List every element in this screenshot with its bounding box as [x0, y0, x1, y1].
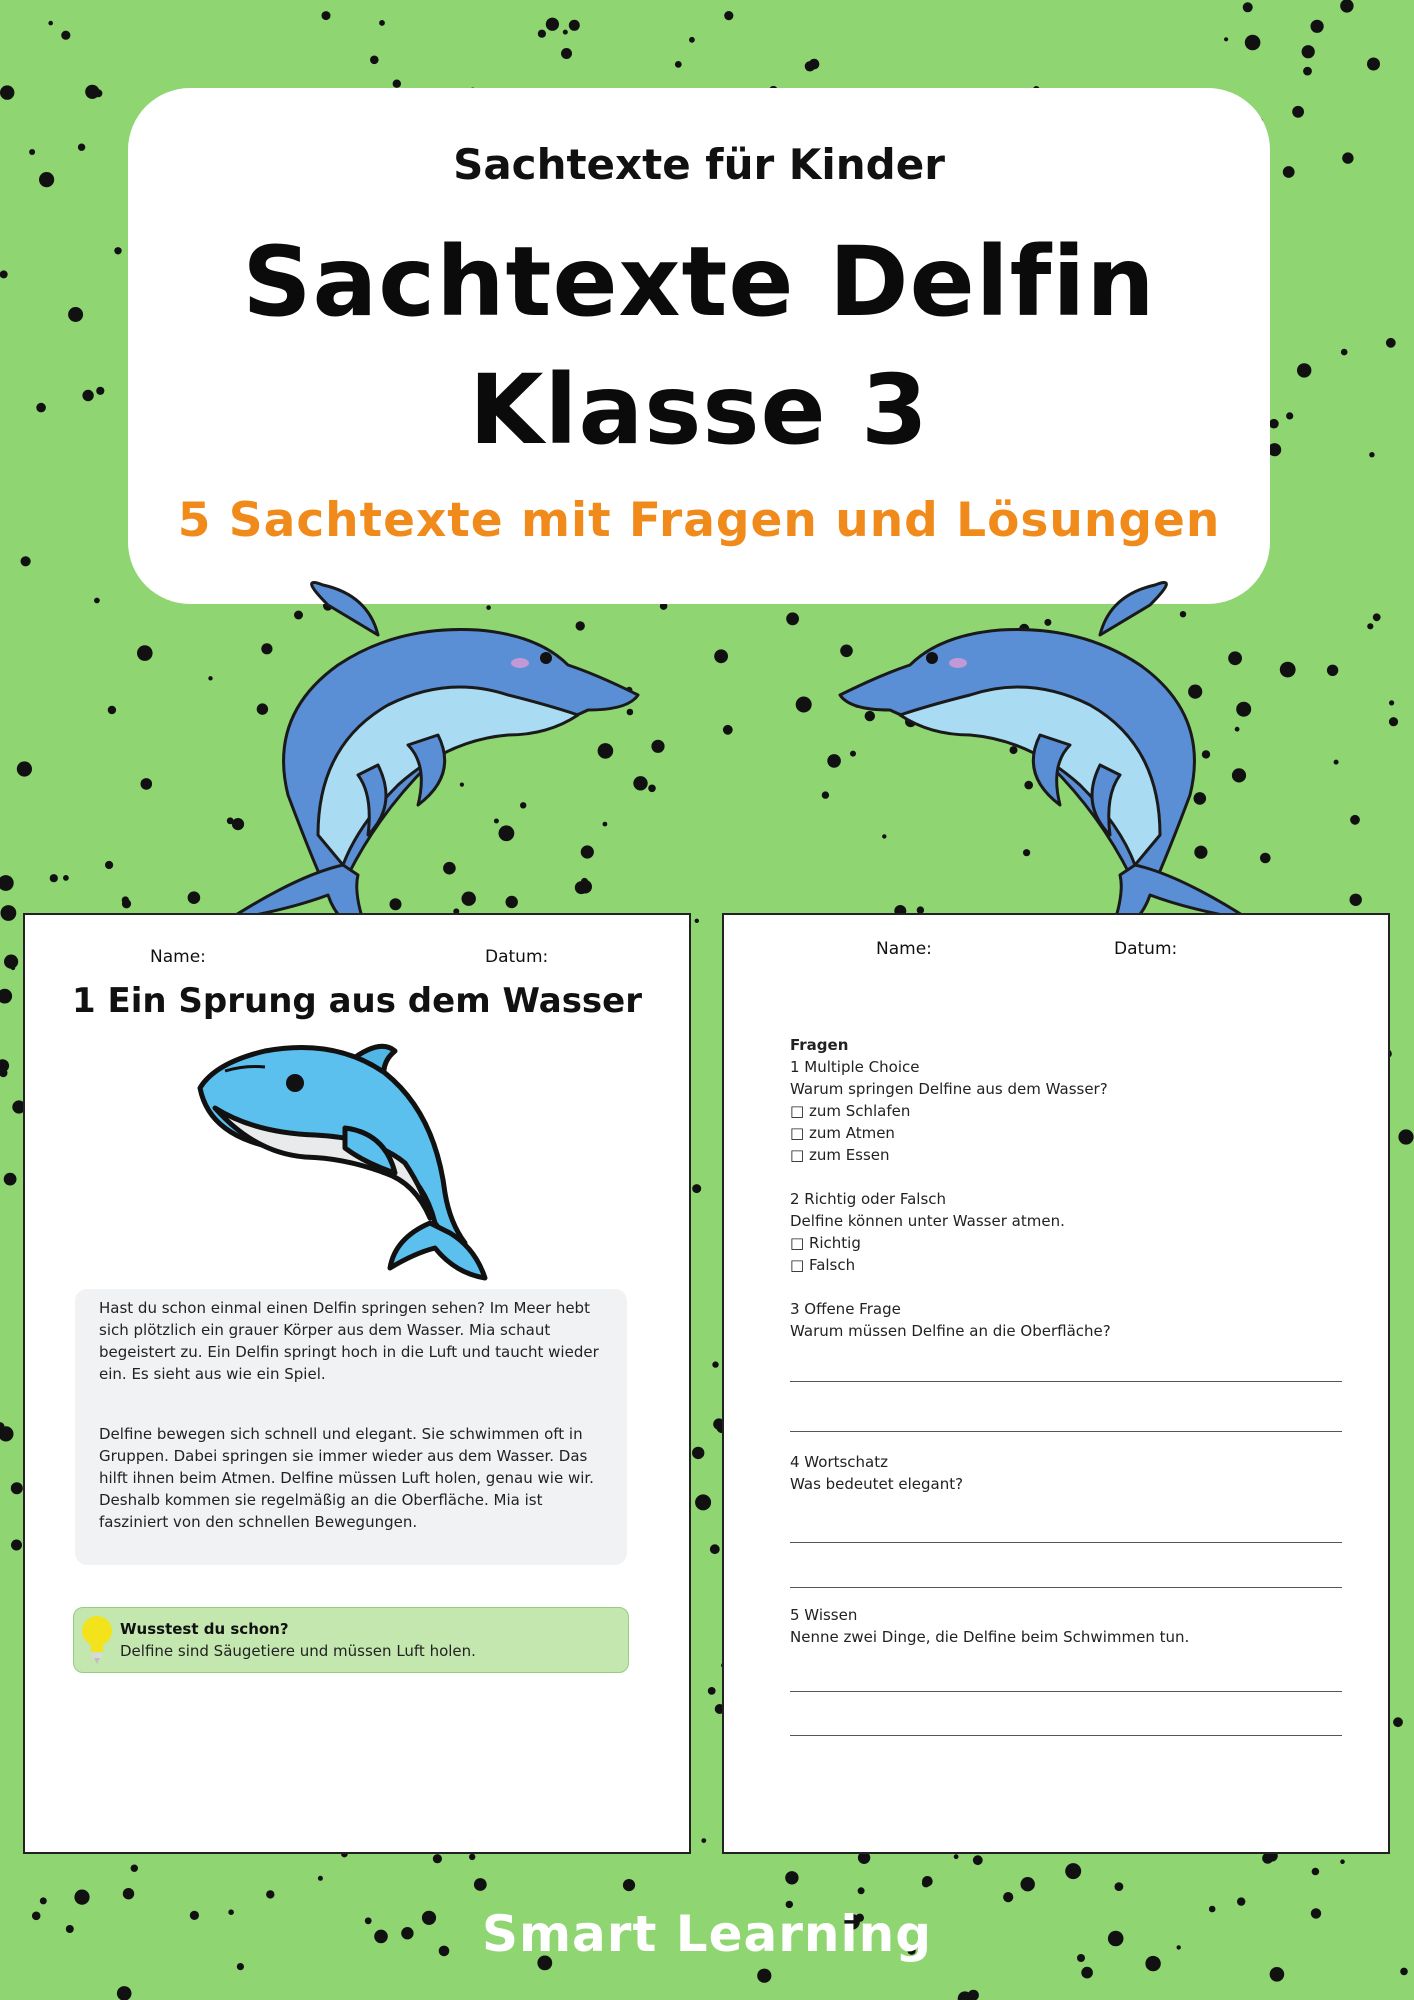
q2-option-1[interactable]: □ Richtig [790, 1234, 861, 1252]
questions-block-4 [790, 1451, 963, 1495]
q1-option-2[interactable]: □ zum Atmen [790, 1124, 895, 1142]
paragraph-2-line: fasziniert von den schnellen Bewegungen. [99, 1513, 418, 1531]
worksheet-title: 1 Ein Sprung aus dem Wasser [71, 981, 642, 1021]
page-title [128, 218, 1270, 474]
dolphin-left-illustration [228, 575, 648, 935]
paragraph-1-line: Hast du schon einmal einen Delfin springen sehen? Im Meer hebt [99, 1299, 590, 1317]
paragraph-1-line: ein. Es sieht aus wie ein Spiel. [99, 1365, 326, 1383]
q4-question: Was bedeutet elegant? [790, 1475, 964, 1493]
name-label: Name: [876, 939, 932, 959]
q3-answer-line-2[interactable] [790, 1431, 1342, 1432]
q4-label: 4 Wortschatz [790, 1453, 889, 1471]
q5-answer-line-1[interactable] [790, 1691, 1342, 1692]
q4-answer-line-2[interactable] [790, 1587, 1342, 1588]
lightbulb-icon [80, 1614, 114, 1664]
q5-label: 5 Wissen [790, 1606, 858, 1624]
q4-answer-line-1[interactable] [790, 1542, 1342, 1543]
date-label: Datum: [485, 947, 549, 967]
paragraph-1-line: sich plötzlich ein grauer Körper aus dem Wasser. Mia schaut [99, 1321, 551, 1339]
paragraph-1-line: begeistert zu. Ein Delfin springt hoch in die Luft und taucht wieder [99, 1343, 599, 1361]
questions-heading: Fragen [790, 1036, 849, 1054]
fun-fact-box [73, 1607, 629, 1673]
q1-label: 1 Multiple Choice [790, 1058, 920, 1076]
q3-answer-line-1[interactable] [790, 1381, 1342, 1382]
q2-label: 2 Richtig oder Falsch [790, 1190, 947, 1208]
paragraph-2-line: Deshalb kommen sie regelmäßig an die Oberfläche. Mia ist [99, 1491, 543, 1509]
q2-option-2[interactable]: □ Falsch [790, 1256, 856, 1274]
date-label: Datum: [1114, 939, 1178, 959]
q1-option-3[interactable]: □ zum Essen [790, 1146, 890, 1164]
name-label: Name: [150, 947, 206, 967]
paragraph-2-line: Gruppen. Dabei springen sie immer wieder aus dem Wasser. Das [99, 1447, 588, 1465]
reading-paragraph-1 [99, 1297, 603, 1385]
worksheet-text-page [23, 913, 691, 1854]
q5-question: Nenne zwei Dinge, die Delfine beim Schwimmen tun. [790, 1628, 1190, 1646]
header-card [128, 88, 1270, 604]
kicker-text: Sachtexte für Kinder [453, 140, 945, 189]
title-line-1: Sachtexte Delfin [242, 226, 1156, 338]
questions-block-1 [790, 1034, 1108, 1166]
subtitle: 5 Sachtexte mit Fragen und Lösungen [177, 493, 1221, 548]
q1-option-1[interactable]: □ zum Schlafen [790, 1102, 911, 1120]
q2-question: Delfine können unter Wasser atmen. [790, 1212, 1065, 1230]
title-line-2: Klasse 3 [469, 354, 929, 466]
fun-fact-text: Delfine sind Säugetiere und müssen Luft holen. [120, 1642, 476, 1660]
q5-answer-line-2[interactable] [790, 1735, 1342, 1736]
reading-paragraph-2 [99, 1423, 603, 1533]
questions-block-2 [790, 1188, 1065, 1276]
fun-fact-title: Wusstest du schon? [120, 1620, 289, 1638]
paragraph-2-line: Delfine bewegen sich schnell und elegant. Sie schwimmen oft in [99, 1425, 583, 1443]
q1-question: Warum springen Delfine aus dem Wasser? [790, 1080, 1108, 1098]
paragraph-2-line: hilft ihnen beim Atmen. Delfine müssen Luft holen, genau wie wir. [99, 1469, 594, 1487]
dolphin-small-illustration [195, 1033, 495, 1283]
questions-block-5 [790, 1604, 1189, 1648]
brand-footer: Smart Learning [481, 1905, 933, 1963]
q3-question: Warum müssen Delfine an die Oberfläche? [790, 1322, 1111, 1340]
reading-text-box [75, 1289, 627, 1565]
q3-label: 3 Offene Frage [790, 1300, 901, 1318]
worksheet-questions-page [722, 913, 1390, 1854]
dolphin-right-illustration [830, 575, 1250, 935]
questions-block-3 [790, 1298, 1111, 1342]
